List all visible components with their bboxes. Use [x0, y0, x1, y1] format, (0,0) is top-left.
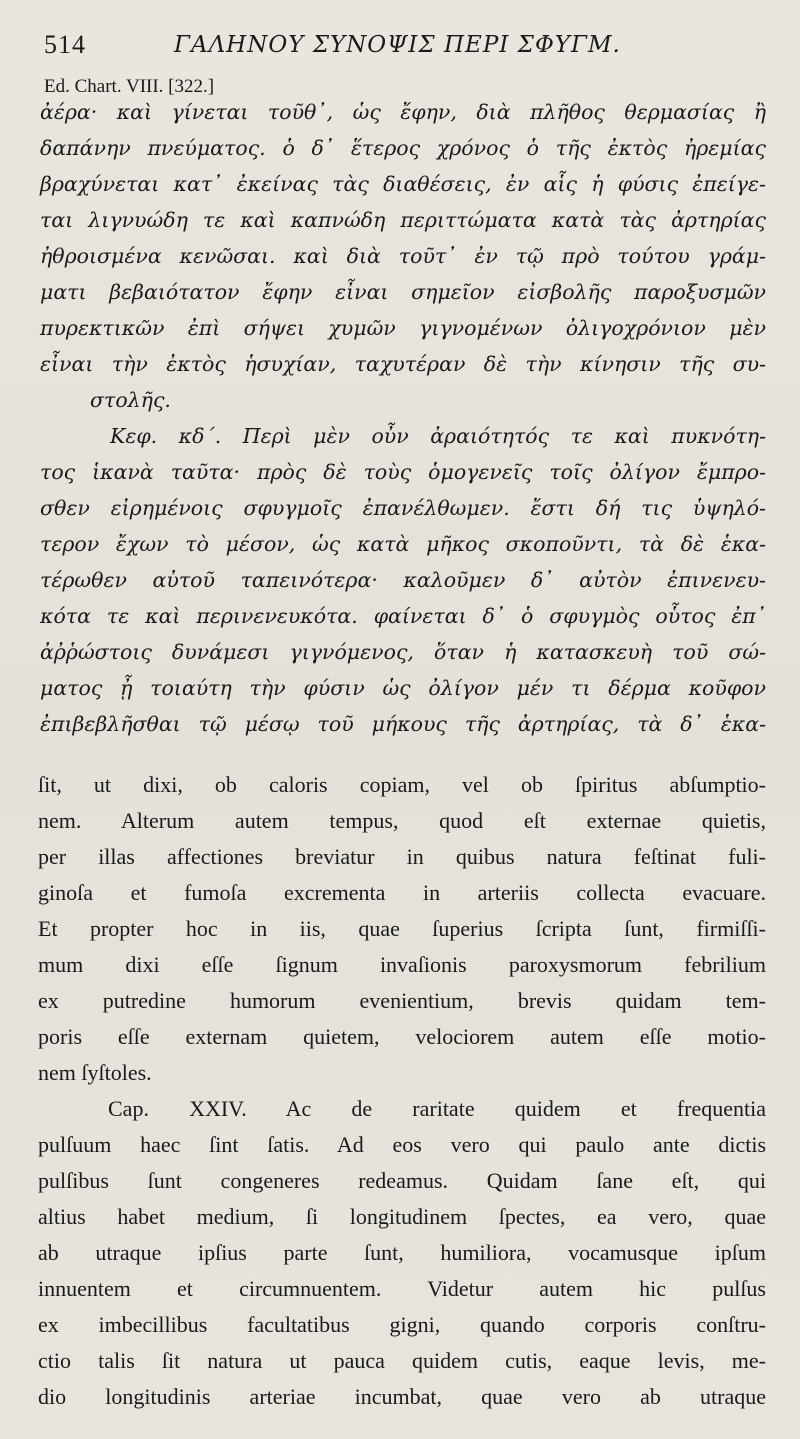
- greek-line: κότα τε καὶ περινενευκότα. φαίνεται δ᾽ ὁ σφυγμὸς οὗτος ἐπ᾽: [40, 604, 766, 628]
- latin-line: ex imbecillibus facultatibus gigni, quando corporis conſtru-: [38, 1312, 766, 1337]
- latin-line: pulſuum haec ſint ſatis. Ad eos vero qui paulo ante dictis: [38, 1132, 766, 1157]
- greek-line: ματος ᾖ τοιαύτη τὴν φύσιν ὡς ὀλίγον μέν τι δέρμα κοῦφον: [40, 676, 766, 700]
- greek-line: ἀῤῥώστοις δυνάμεσι γιγνόμενος, ὅταν ἡ κατασκευὴ τοῦ σώ-: [40, 640, 766, 664]
- latin-line: Et propter hoc in iis, quae ſuperius ſcripta ſunt, firmiſſi-: [38, 916, 766, 941]
- latin-line: ſit, ut dixi, ob caloris copiam, vel ob ſpiritus abſumptio-: [38, 772, 766, 797]
- latin-line: ginoſa et fumoſa excrementa in arteriis collecta evacuare.: [38, 880, 766, 905]
- running-title: ΓΑΛΗΝΟΥ ΣΥΝΟΨΙΣ ΠΕΡΙ ΣΦΥΓΜ.: [174, 32, 621, 58]
- greek-line: τος ἱκανὰ ταῦτα· πρὸς δὲ τοὺς ὁμογενεῖς τοῖς ὀλίγον ἔμπρο-: [40, 460, 766, 484]
- greek-line: βραχύνεται κατ᾽ ἐκείνας τὰς διαθέσεις, ἐν αἷς ἡ φύσις ἐπείγε-: [40, 172, 766, 196]
- latin-line: dio longitudinis arteriae incumbat, quae vero ab utraque: [38, 1384, 766, 1409]
- latin-line: ex putredine humorum evenientium, brevis quidam tem-: [38, 988, 766, 1013]
- greek-line: ἀέρα· καὶ γίνεται τοῦθ᾽, ὡς ἔφην, διὰ πλῆθος θερμασίας ἢ: [40, 100, 766, 124]
- greek-line: ἐπιβεβλῆσθαι τῷ μέσῳ τοῦ μήκους τῆς ἀρτηρίας, τὰ δ᾽ ἑκα-: [40, 712, 766, 736]
- greek-line: στολῆς.: [90, 388, 171, 412]
- page-header: [44, 30, 760, 64]
- greek-line: πυρεκτικῶν ἐπὶ σήψει χυμῶν γιγνομένων ὀλιγοχρόνιον μὲν: [40, 316, 766, 340]
- greek-line: ματι βεβαιότατον ἔφην εἶναι σημεῖον εἰσβολῆς παροξυσμῶν: [40, 280, 766, 304]
- latin-line: altius habet medium, ſi longitudinem ſpectes, ea vero, quae: [38, 1204, 766, 1229]
- latin-line: per illas affectiones breviatur in quibus natura feſtinat fuli-: [38, 844, 766, 869]
- greek-line: ται λιγνυώδη τε καὶ καπνώδη περιττώματα κατὰ τὰς ἀρτηρίας: [40, 208, 766, 232]
- latin-chapter-heading-line: Cap. XXIV. Ac de raritate quidem et frequentia: [108, 1096, 766, 1121]
- latin-line: mum dixi eſſe ſignum invaſionis paroxysmorum febrilium: [38, 952, 766, 977]
- latin-line: pulſibus ſunt congeneres redeamus. Quidam ſane eſt, qui: [38, 1168, 766, 1193]
- latin-line: poris eſſe externam quietem, velociorem autem eſſe motio-: [38, 1024, 766, 1049]
- greek-chapter-heading-line: Κεφ. κδ΄. Περὶ μὲν οὖν ἀραιότητός τε καὶ πυκνότη-: [110, 424, 766, 448]
- greek-line: τερον ἔχων τὸ μέσον, ὡς κατὰ μῆκος σκοποῦντι, τὰ δὲ ἑκα-: [40, 532, 766, 556]
- latin-line: nem. Alterum autem tempus, quod eſt externae quietis,: [38, 808, 766, 833]
- greek-line: ἠθροισμένα κενῶσαι. καὶ διὰ τοῦτ᾽ ἐν τῷ πρὸ τούτου γράμ-: [40, 244, 766, 268]
- edition-reference: Ed. Chart. VIII. [322.]: [44, 76, 215, 97]
- latin-line: ab utraque ipſius parte ſunt, humiliora, vocamusque ipſum: [38, 1240, 766, 1265]
- page-number: 514: [44, 30, 86, 59]
- latin-line: innuentem et circumnuentem. Videtur autem hic pulſus: [38, 1276, 766, 1301]
- greek-line: σθεν εἰρημένοις σφυγμοῖς ἐπανέλθωμεν. ἔστι δή τις ὑψηλό-: [40, 496, 766, 520]
- greek-line: τέρωθεν αὐτοῦ ταπεινότερα· καλοῦμεν δ᾽ αὐτὸν ἐπινενευ-: [40, 568, 766, 592]
- latin-line: ctio talis ſit natura ut pauca quidem cutis, eaque levis, me-: [38, 1348, 766, 1373]
- greek-line: δαπάνην πνεύματος. ὁ δ᾽ ἕτερος χρόνος ὁ τῆς ἐκτὸς ἠρεμίας: [40, 136, 766, 160]
- latin-line: nem ſyſtoles.: [38, 1060, 152, 1085]
- greek-line: εἶναι τὴν ἐκτὸς ἡσυχίαν, ταχυτέραν δὲ τὴν κίνησιν τῆς συ-: [40, 352, 766, 376]
